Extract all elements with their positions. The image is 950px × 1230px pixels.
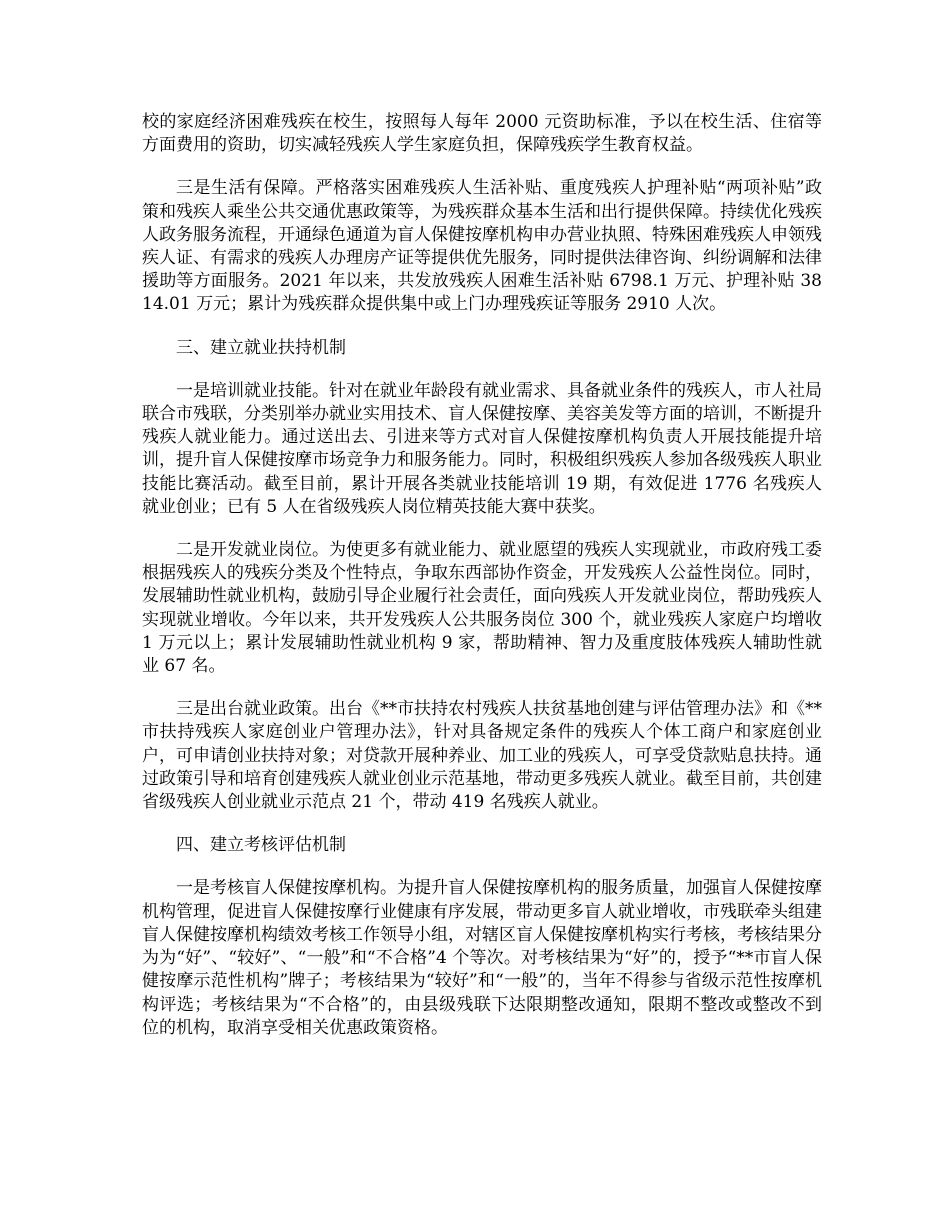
section-heading-employment-support: 三、建立就业扶持机制: [176, 337, 346, 358]
paragraph-employment-training: 一是培训就业技能。针对在就业年龄段有就业需求、具备就业条件的残疾人，市人社局联合市残联，分类别举办就业实用技术、盲人保健按摩、美容美发等方面的培训，不断提升残疾人就业能力。通过送出去、引进来等方式对盲人保健按摩机构负责人开展技能提升培训，提升盲人保健按摩市场竞争力和服务能力。同时，积极组织残疾人参加各级残疾人职业技能比赛活动。截至目前，累计开展各类就业技能培训 19 期，有效促进 1776 名残疾人就业创业；已有 5 人在省级残疾人岗位精英技能大赛中获奖。: [142, 380, 822, 517]
paragraph-living-security: 三是生活有保障。严格落实困难残疾人生活补贴、重度残疾人护理补贴“两项补贴”政策和残疾人乘坐公共交通优惠政策等，为残疾群众基本生活和出行提供保障。持续优化残疾人政务服务流程，开通绿色通道为盲人保健按摩机构申办营业执照、特殊困难残疾人申领残疾人证、有需求的残疾人办理房产证等提供优先服务，同时提供法律咨询、纠纷调解和法律援助等方面服务。2021 年以来，共发放残疾人困难生活补贴 6798.1 万元、护理补贴 3814.01 万元；累计为残疾群众提供集中或上门办理残疾证等服务 2910 人次。: [142, 178, 822, 315]
paragraph-job-development: 二是开发就业岗位。为使更多有就业能力、就业愿望的残疾人实现就业，市政府残工委根据残疾人的残疾分类及个性特点，争取东西部协作资金，开发残疾人公益性岗位。同时，发展辅助性就业机构，鼓励引导企业履行社会责任，面向残疾人开发就业岗位，帮助残疾人实现就业增收。今年以来，共开发残疾人公共服务岗位 300 个，就业残疾人家庭户均增收 1 万元以上；累计发展辅助性就业机构 9 家，帮助精神、智力及重度肢体残疾人辅助性就业 67 名。: [142, 540, 822, 677]
document-page: [142, 111, 822, 1060]
paragraph-continuation: 校的家庭经济困难残疾在校生，按照每人每年 2000 元资助标准，予以在校生活、住宿等方面费用的资助，切实减轻残疾人学生家庭负担，保障残疾学生教育权益。: [142, 112, 822, 156]
paragraph-massage-assessment: 一是考核盲人保健按摩机构。为提升盲人保健按摩机构的服务质量，加强盲人保健按摩机构管理，促进盲人保健按摩行业健康有序发展，带动更多盲人就业增收，市残联牵头组建盲人保健按摩机构绩效考核工作领导小组，对辖区盲人保健按摩机构实行考核，考核结果分为为“好”、“较好”、“一般”和“不合格”4 个等次。对考核结果为“好”的，授予“**市盲人保健按摩示范性机构”牌子；考核结果为“较好”和“一般”的，当年不得参与省级示范性按摩机构评选；考核结果为“不合格”的，由县级残联下达限期整改通知，限期不整改或整改不到位的机构，取消享受相关优惠政策资格。: [142, 878, 822, 1038]
paragraph-employment-policy: 三是出台就业政策。出台《**市扶持农村残疾人扶贫基地创建与评估管理办法》和《**市扶持残疾人家庭创业户管理办法》，针对具备规定条件的残疾人个体工商户和家庭创业户，可申请创业扶持对象；对贷款开展种养业、加工业的残疾人，可享受贷款贴息扶持。通过政策引导和培育创建残疾人就业创业示范基地，带动更多残疾人就业。截至目前，共创建省级残疾人创业就业示范点 21 个，带动 419 名残疾人就业。: [142, 699, 822, 813]
section-heading-assessment: 四、建立考核评估机制: [176, 835, 346, 856]
